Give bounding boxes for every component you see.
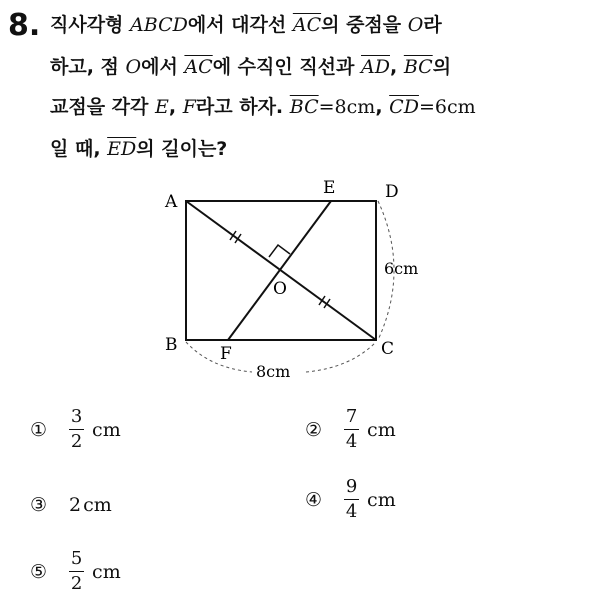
text: 에서 (141, 56, 185, 78)
unit: cm (367, 418, 396, 441)
fraction (344, 478, 359, 521)
label-o: O (273, 279, 287, 299)
unit: cm (83, 494, 112, 516)
text: 의 중점을 (321, 14, 408, 36)
math-segment: $\overline{AD}$ (361, 56, 390, 78)
brace-bc-left (186, 342, 252, 372)
math-point: O (125, 56, 142, 78)
text: 하고, 점 (50, 56, 126, 78)
text: 라 (423, 14, 442, 36)
denominator: 4 (345, 431, 358, 452)
brace-bc-right (306, 342, 376, 372)
math-rect: ABCD (130, 14, 188, 36)
text: 일 때, (50, 138, 108, 160)
text: 라고 하자. (195, 96, 290, 118)
text: 교점을 각각 (50, 96, 155, 118)
fraction (69, 550, 84, 593)
tick-mark (319, 296, 325, 305)
text: 에 수직인 직선과 (212, 56, 362, 78)
denominator: 2 (70, 573, 83, 594)
tick-mark (230, 231, 236, 240)
fraction (69, 408, 84, 451)
text: 의 길이는? (136, 138, 228, 160)
math-point: F (182, 96, 196, 118)
numerator: 3 (70, 406, 83, 427)
math-unit: cm (346, 96, 376, 118)
text: 직사각형 (50, 14, 131, 36)
math-unit: cm (446, 96, 476, 118)
label-e: E (323, 178, 336, 198)
label-f: F (220, 344, 232, 364)
value: 2 (69, 494, 82, 516)
text: 의 (432, 56, 452, 78)
fraction (344, 408, 359, 451)
unit: cm (92, 418, 121, 441)
text: , (389, 56, 404, 78)
choice-marker: ③ (30, 494, 48, 516)
math-value: =6 (418, 96, 447, 118)
math-segment: $\overline{BC}$ (403, 56, 433, 78)
math-segment: $\overline{AC}$ (184, 56, 213, 78)
math-point: E (155, 96, 169, 118)
math-segment: $\overline{CD}$ (389, 96, 419, 118)
label-cd-length: 6cm (384, 259, 419, 278)
text: , (375, 96, 390, 118)
diagonal-ac (186, 201, 376, 340)
math-value: =8 (318, 96, 347, 118)
denominator: 4 (345, 501, 358, 522)
math-point: O (407, 14, 424, 36)
problem-number: 8. (8, 8, 41, 43)
label-c: C (381, 339, 395, 359)
numerator: 9 (345, 476, 358, 497)
text: , (168, 96, 183, 118)
text: 에서 대각선 (187, 14, 293, 36)
numerator: 7 (345, 406, 358, 427)
denominator: 2 (70, 431, 83, 452)
math-segment: $\overline{ED}$ (107, 138, 137, 160)
choice-1[interactable] (30, 408, 121, 451)
choice-4[interactable] (305, 478, 396, 521)
label-b: B (165, 335, 178, 355)
choice-marker: ④ (305, 488, 323, 511)
label-d: D (385, 182, 399, 202)
choice-5[interactable] (30, 550, 121, 593)
numerator: 5 (70, 548, 83, 569)
math-segment: $\overline{AC}$ (292, 14, 322, 36)
label-a: A (165, 192, 178, 212)
choice-marker: ① (30, 418, 48, 441)
label-bc-length: 8cm (256, 362, 291, 381)
segment-ef (228, 201, 331, 340)
choice-marker: ② (305, 418, 323, 441)
unit: cm (92, 560, 121, 583)
math-segment: $\overline{BC}$ (289, 96, 319, 118)
unit: cm (367, 488, 396, 511)
choice-marker: ⑤ (30, 560, 48, 583)
right-angle-mark (269, 245, 290, 257)
choice-3[interactable] (30, 494, 112, 516)
choice-2[interactable] (305, 408, 396, 451)
